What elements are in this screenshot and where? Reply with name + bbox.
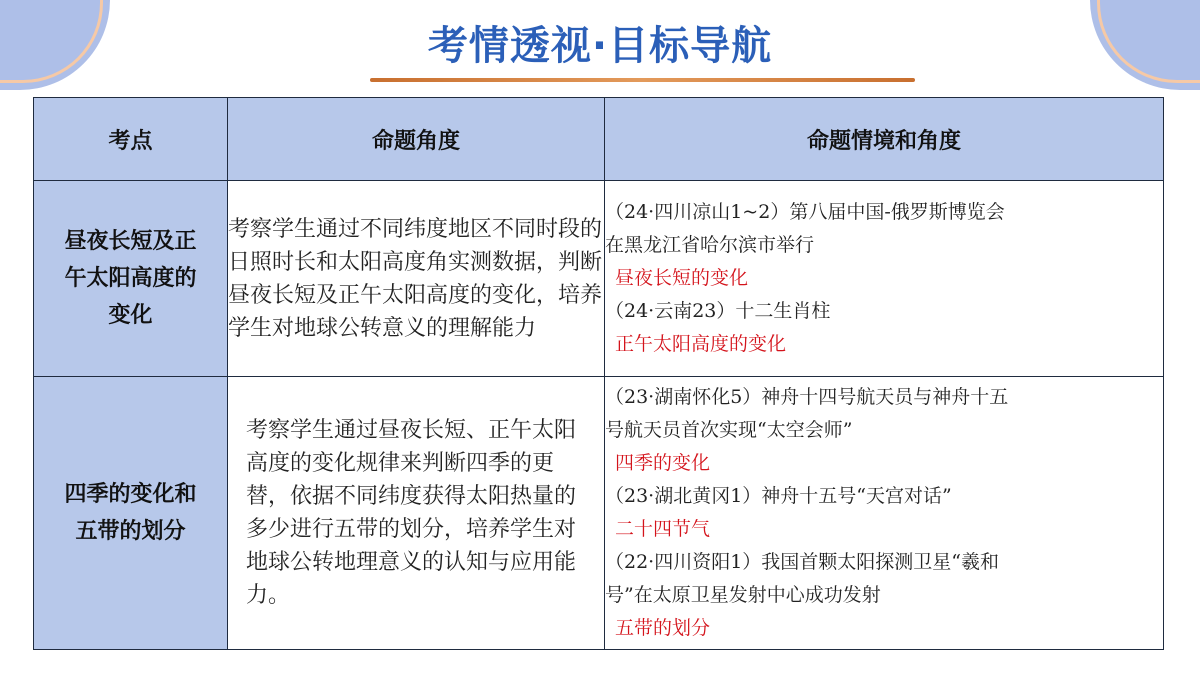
context-line: （23·湖南怀化5）神舟十四号航天员与神舟十五 — [605, 386, 1009, 408]
topic-line: 变化 — [108, 303, 153, 328]
context-line: 在黑龙江省哈尔滨市举行 — [605, 234, 815, 256]
page-title: 考情透视·目标导航 — [427, 23, 773, 69]
topic-line: 四季的变化和 — [64, 482, 197, 507]
topic-cell — [34, 181, 228, 377]
header-topic: 考点 — [34, 98, 228, 181]
context-cell — [605, 377, 1164, 650]
context-tag: 正午太阳高度的变化 — [615, 333, 787, 355]
topic-line: 午太阳高度的 — [64, 266, 197, 291]
context-line: 号航天员首次实现“太空会师” — [605, 419, 853, 441]
context-tag: 二十四节气 — [615, 518, 711, 540]
topic-line: 五带的划分 — [75, 519, 186, 544]
title-underline — [370, 78, 915, 82]
table-header-row — [34, 98, 1164, 181]
table-row — [34, 377, 1164, 650]
context-cell — [605, 181, 1164, 377]
topic-line: 昼夜长短及正 — [64, 229, 197, 254]
header-context: 命题情境和角度 — [605, 98, 1164, 181]
context-line: （24·云南23）十二生肖柱 — [605, 300, 831, 322]
context-tag: 四季的变化 — [615, 452, 711, 474]
angle-cell: 考察学生通过不同纬度地区不同时段的日照时长和太阳高度角实测数据，判断昼夜长短及正午太阳高度的变化，培养学生对地球公转意义的理解能力 — [228, 181, 605, 377]
context-line: （23·湖北黄冈1）神舟十五号“天宫对话” — [605, 485, 952, 507]
angle-cell: 考察学生通过昼夜长短、正午太阳高度的变化规律来判断四季的更替，依据不同纬度获得太阳热量的多少进行五带的划分，培养学生对地球公转地理意义的认知与应用能力。 — [228, 377, 605, 650]
table-row — [34, 181, 1164, 377]
context-line: （22·四川资阳1）我国首颗太阳探测卫星“羲和 — [605, 551, 1000, 573]
context-tag: 昼夜长短的变化 — [615, 267, 749, 289]
context-tag: 五带的划分 — [615, 617, 711, 639]
context-line: 号”在太原卫星发射中心成功发射 — [605, 584, 881, 606]
topic-cell — [34, 377, 228, 650]
header-angle: 命题角度 — [228, 98, 605, 181]
context-line: （24·四川凉山1~2）第八届中国-俄罗斯博览会 — [605, 201, 1005, 223]
exam-analysis-table — [33, 97, 1164, 650]
